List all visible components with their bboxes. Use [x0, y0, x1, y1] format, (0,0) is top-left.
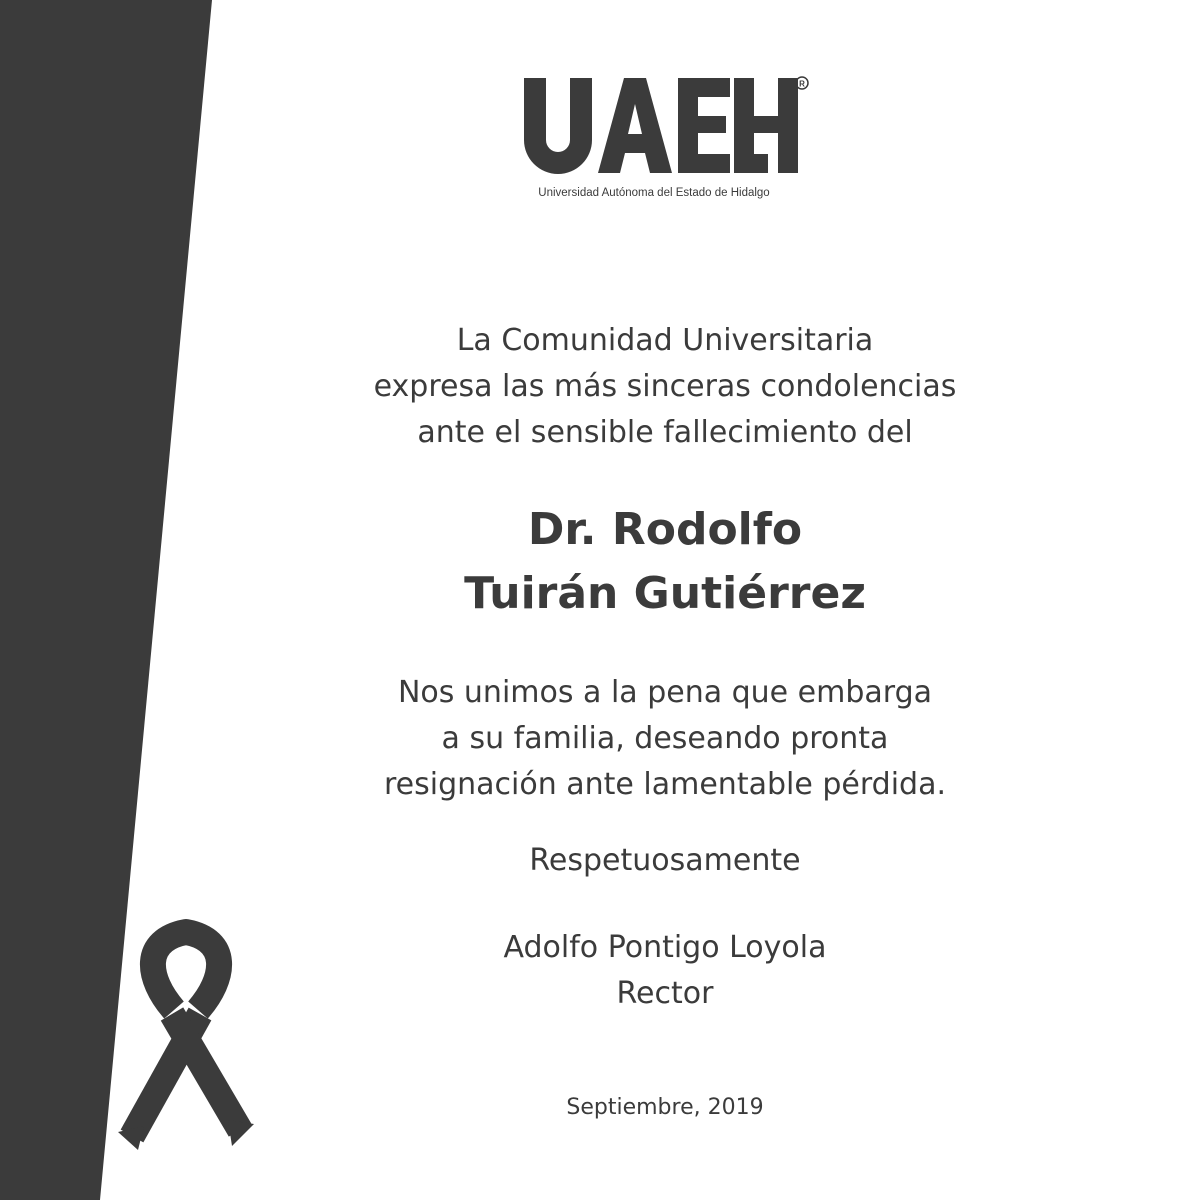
uaeh-logo: [524, 70, 814, 205]
mourning-ribbon-icon: [118, 918, 254, 1158]
message-line: a su familia, deseando pronta: [441, 721, 889, 756]
signer-title: Rector: [616, 976, 714, 1011]
svg-text:R: R: [799, 79, 805, 89]
signer-block: [265, 925, 1065, 1017]
message-line: Nos unimos a la pena que embarga: [397, 675, 933, 710]
deceased-name-line: Dr. Rodolfo: [527, 504, 803, 555]
signer-name: Adolfo Pontigo Loyola: [503, 930, 827, 965]
date-text: Septiembre, 2019: [566, 1095, 764, 1120]
intro-line: expresa las más sinceras condolencias: [373, 369, 957, 404]
condolence-message: [265, 670, 1065, 808]
svg-text:Universidad Autónoma del Estad: Universidad Autónoma del Estado de Hidalgo: [538, 187, 770, 199]
intro-text: [265, 318, 1065, 456]
intro-line: La Comunidad Universitaria: [456, 323, 874, 358]
message-line: resignación ante lamentable pérdida.: [383, 767, 946, 802]
intro-line: ante el sensible fallecimiento del: [417, 415, 913, 450]
deceased-name: [265, 498, 1065, 626]
closing-text: Respetuosamente: [529, 843, 801, 878]
deceased-name-line: Tuirán Gutiérrez: [464, 568, 866, 619]
